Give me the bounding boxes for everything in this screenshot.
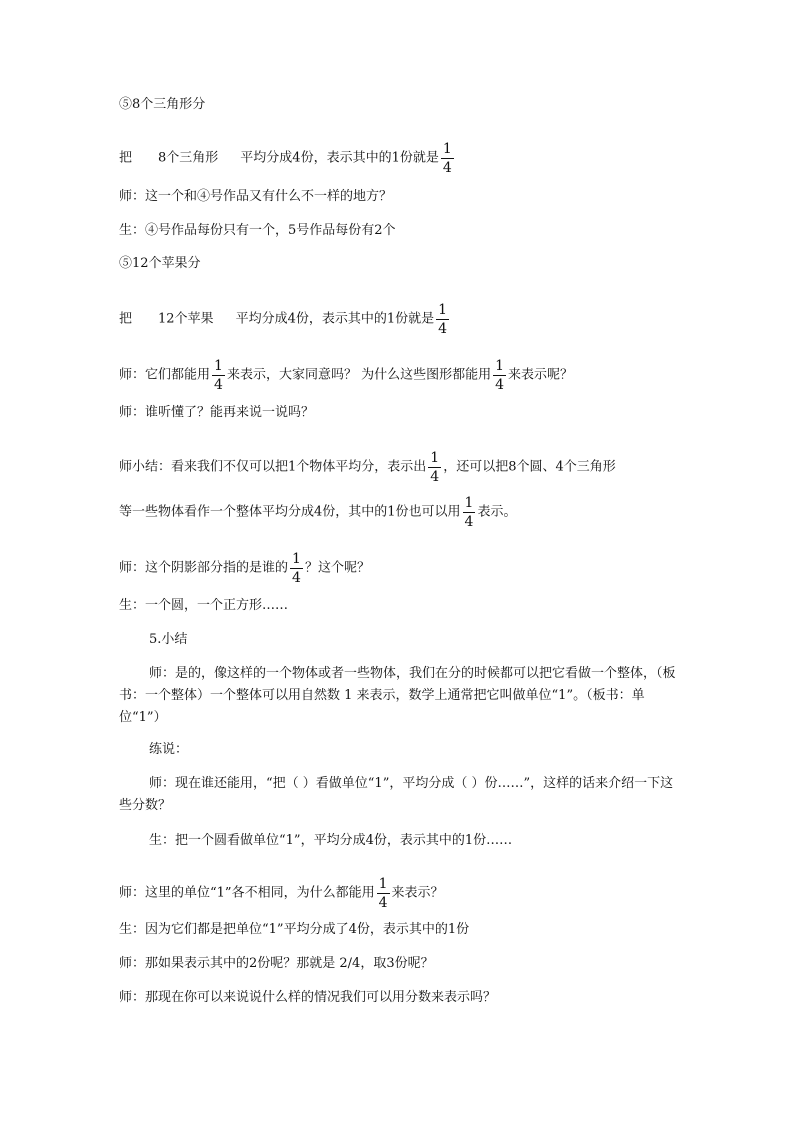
teacher-question-two-parts: 师：那如果表示其中的2份呢？那就是 2/4，取3份呢？ bbox=[119, 956, 434, 971]
student-answer-shapes: 生：一个圆，一个正方形…… bbox=[119, 598, 289, 613]
fraction-one-quarter: $\frac{1}{4}$ bbox=[442, 141, 452, 176]
sentence-triangles: 把 8个三角形 平均分成4份，表示其中的1份就是 $\frac{1}{4}$ bbox=[119, 141, 452, 176]
teacher-question-understood: 师：谁听懂了？能再来说一说吗？ bbox=[119, 405, 315, 420]
teacher-question-unit: 师：这里的单位“1”各不相同，为什么都能用 $\frac{1}{4}$ 来表示？ bbox=[119, 876, 444, 911]
student-answer-circle: 生：把一个圆看做单位“1”，平均分成4份，表示其中的1份…… bbox=[149, 833, 513, 848]
sentence-apples: 把 12个苹果 平均分成4份，表示其中的1份就是 $\frac{1}{4}$ bbox=[119, 302, 448, 337]
teacher-question-situations: 师：那现在你可以来说说什么样的情况我们可以用分数来表示吗？ bbox=[119, 990, 497, 1005]
student-answer-pieces: 生：④号作品每份只有一个，5号作品每份有2个 bbox=[119, 223, 396, 238]
teacher-summary-line2: 等一些物体看作一个整体平均分成4份，其中的1份也可以用 $\frac{1}{4}$ 表示。 bbox=[119, 495, 517, 530]
teacher-paragraph-practice: 师：现在谁还能用，“把（ ）看做单位“1”，平均分成（ ）份……”，这样的话来介绍一下这些分数？ bbox=[119, 776, 674, 813]
fraction-one-quarter: $\frac{1}{4}$ bbox=[430, 450, 440, 485]
teacher-summary-line1: 师小结：看来我们不仅可以把1个物体平均分，表示出 $\frac{1}{4}$ ，还可以把8个圆、4个三角形 bbox=[119, 450, 616, 485]
fraction-one-quarter: $\frac{1}{4}$ bbox=[438, 302, 448, 337]
fraction-one-quarter: $\frac{1}{4}$ bbox=[214, 358, 223, 393]
fraction-one-quarter: $\frac{1}{4}$ bbox=[464, 495, 474, 530]
teacher-paragraph-unit-one: 师：是的，像这样的一个物体或者一些物体，我们在分的时候都可以把它看做一个整体，（板书：一个整体）一个整体可以用自然数 1 来表示，数学上通常把它叫做单位“1”。（板书：单位“1”） bbox=[119, 666, 676, 725]
teacher-question-shaded: 师：这个阴影部分指的是谁的 $\frac{1}{4}$ ？这个呢？ bbox=[119, 551, 370, 586]
heading-triangles: ⑤8个三角形分 bbox=[119, 97, 206, 112]
practice-label: 练说： bbox=[149, 742, 189, 757]
fraction-one-quarter: $\frac{1}{4}$ bbox=[495, 358, 504, 393]
section-heading-summary: 5.小结 bbox=[149, 632, 188, 647]
teacher-question-difference: 师：这一个和④号作品又有什么不一样的地方？ bbox=[119, 189, 393, 204]
fraction-one-quarter: $\frac{1}{4}$ bbox=[292, 551, 301, 586]
heading-apples: ⑤12个苹果分 bbox=[119, 256, 201, 271]
teacher-question-agree: 师：它们都能用 $\frac{1}{4}$ 来表示，大家同意吗？ 为什么这些图形都能用 $\frac{1}{4}$ 来表示呢？ bbox=[119, 358, 574, 393]
student-answer-because: 生：因为它们都是把单位“1”平均分成了4份，表示其中的1份 bbox=[119, 922, 470, 937]
fraction-one-quarter: $\frac{1}{4}$ bbox=[378, 876, 388, 911]
